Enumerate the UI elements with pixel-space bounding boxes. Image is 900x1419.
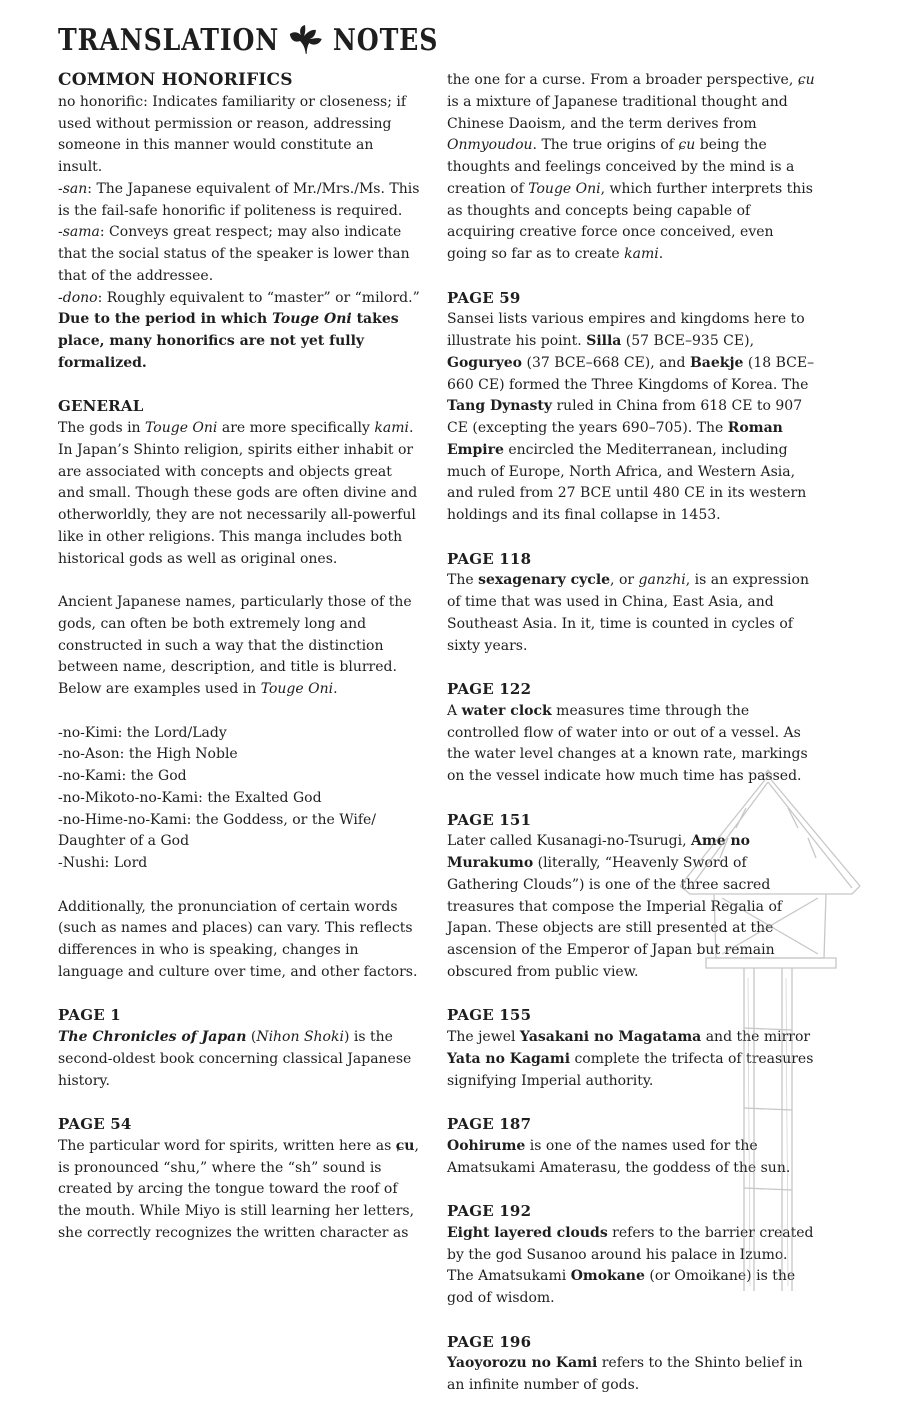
name-suffix-list xyxy=(58,723,420,875)
general-paragraph-3: Additionally, the pronunciation of certain words (such as names and places) can vary. This reflects differences in who is speaking, changes in language and culture over time, and other factors. xyxy=(58,898,418,980)
shrine-lantern-icon xyxy=(676,768,866,1291)
section-common-honorifics xyxy=(58,70,420,375)
section-page-187: PAGE 187 Oohirume is one of the names used for the Amatsukami Amaterasu, the goddess of the sun. xyxy=(447,1114,817,1179)
section-page-192: PAGE 192 Eight layered clouds refers to the barrier created by the god Susanoo around his palace in Izumo. The Amatsukami Omokane (or Omoikane) is the god of wisdom. xyxy=(447,1201,817,1310)
section-heading: PAGE 151 xyxy=(447,810,532,829)
section-page-59: PAGE 59 Sansei lists various empires and kingdoms here to illustrate his point. Silla (57 BCE–935 CE), Goguryeo (37 BCE–668 CE), and Baekje (18 BCE–660 CE) formed the Three Kingdoms of Korea. The Tang Dynasty ruled in China from 618 CE to 907 CE (excepting the years 690–705). The Roman Empire encircled the Mediterranean, including much of Europe, North Africa, and Western Asia, and ruled from 27 BCE until 480 CE in its western holdings and its final collapse in 1453. xyxy=(447,288,817,527)
section-page-155: PAGE 155 The jewel Yasakani no Magatama and the mirror Yata no Kagami complete the trifecta of treasures signifying Imperial authority. xyxy=(447,1005,817,1092)
list-item: -no-Kami: the God xyxy=(58,768,187,784)
section-page-54: PAGE 54 The particular word for spirits, written here as ɕu, is pronounced “shu,” where the “sh” sound is created by arcing the tongue toward the roof of the mouth. While Miyo is still learning her letters, she correctly recognizes the written character as xyxy=(58,1115,419,1241)
honorific-san: -san: The Japanese equivalent of Mr./Mrs./Ms. This is the fail-safe honorific if politeness is required. xyxy=(58,180,420,219)
section-heading: PAGE 196 xyxy=(447,1332,532,1351)
honorific-sama: -sama: Conveys great respect; may also indicate that the social status of the speaker is lower than that of the addressee. xyxy=(58,224,410,284)
section-page-196: PAGE 196 Yaoyorozu no Kami refers to the Shinto belief in an infinite number of gods. xyxy=(447,1332,817,1397)
section-heading: PAGE 118 xyxy=(447,549,532,568)
section-page-122: PAGE 122 A water clock measures time through the controlled flow of water into or out of a vessel. As the water level changes at a known rate, markings on the vessel indicate how much time has passed. xyxy=(447,679,817,788)
leaf-crest-icon xyxy=(289,24,323,56)
list-item: -no-Kimi: the Lord/Lady xyxy=(58,724,227,741)
list-item: -Nushi: Lord xyxy=(58,855,148,871)
section-heading: GENERAL xyxy=(58,397,144,416)
page-header xyxy=(58,20,438,60)
section-heading: PAGE 187 xyxy=(447,1115,532,1133)
honorific-dono: -dono: Roughly equivalent to “master” or “milord.” xyxy=(58,289,420,306)
section-general xyxy=(58,396,420,570)
left-column xyxy=(58,70,420,1266)
list-item: Daughter of a God xyxy=(58,833,190,850)
list-item: -no-Mikoto-no-Kami: the Exalted God xyxy=(58,789,322,806)
section-page-151: PAGE 151 Later called Kusanagi-no-Tsurugi, Ame no Murakumo (literally, “Heavenly Sword of Gathering Clouds”) is one of the three sacred treasures that compose the Imperial Regalia of Japan. These objects are still presented at the ascension of the Emperor of Japan but remain obscured from public view. xyxy=(447,810,817,984)
section-page-118: PAGE 118 The sexagenary cycle, or ganzhi, is an expression of time that was used in China, East Asia, and Southeast Asia. In it, time is counted in cycles of sixty years. xyxy=(447,549,817,658)
section-heading: PAGE 192 xyxy=(447,1202,532,1220)
general-paragraph-2: Ancient Japanese names, particularly those of the gods, can often be both extremely long and constructed in such a way that the distinction between name, description, and title is blurred. Below are examples used in Touge Oni. xyxy=(58,594,412,697)
honorific-none: no honorific: Indicates familiarity or closeness; if used without permission or reason, addressing someone in this manner would constitute an insult. xyxy=(58,93,407,175)
section-heading: PAGE 122 xyxy=(447,680,532,698)
section-heading: PAGE 59 xyxy=(447,288,521,307)
section-heading: PAGE 155 xyxy=(447,1006,532,1025)
section-heading: COMMON HONORIFICS xyxy=(58,70,293,90)
general-paragraph-1: The gods in Touge Oni are more specifically kami. In Japan’s Shinto religion, spirits either inhabit or are associated with concepts and objects great and small. Though these gods are often divine and otherworldly, they are not necessarily all-powerful like in other religions. This manga includes both historical gods as well as original ones. xyxy=(58,420,418,567)
header-title-left: TRANSLATION xyxy=(58,22,280,58)
list-item: -no-Ason: the High Noble xyxy=(58,746,238,763)
section-heading: PAGE 1 xyxy=(58,1006,121,1025)
list-item: -no-Hime-no-Kami: the Goddess, or the Wife/ xyxy=(58,811,377,828)
honorific-note: Due to the period in which Touge Oni takes place, many honorifics are not yet fully formalized. xyxy=(58,311,399,371)
section-page-54-continued: the one for a curse. From a broader perspective, ɕu is a mixture of Japanese traditional thought and Chinese Daoism, and the term derives from Onmyoudou. The true origins of ɕu being the thoughts and feelings conceived by the mind is a creation of Touge Oni, which further interprets this as thoughts and concepts being capable of acquiring creative force once conceived, even going so far as to create kami. xyxy=(447,72,815,262)
section-heading: PAGE 54 xyxy=(58,1115,132,1133)
header-title-right: NOTES xyxy=(332,22,439,58)
section-page-1: PAGE 1 The Chronicles of Japan (Nihon Shoki) is the second-oldest book concerning classical Japanese history. xyxy=(58,1005,420,1092)
